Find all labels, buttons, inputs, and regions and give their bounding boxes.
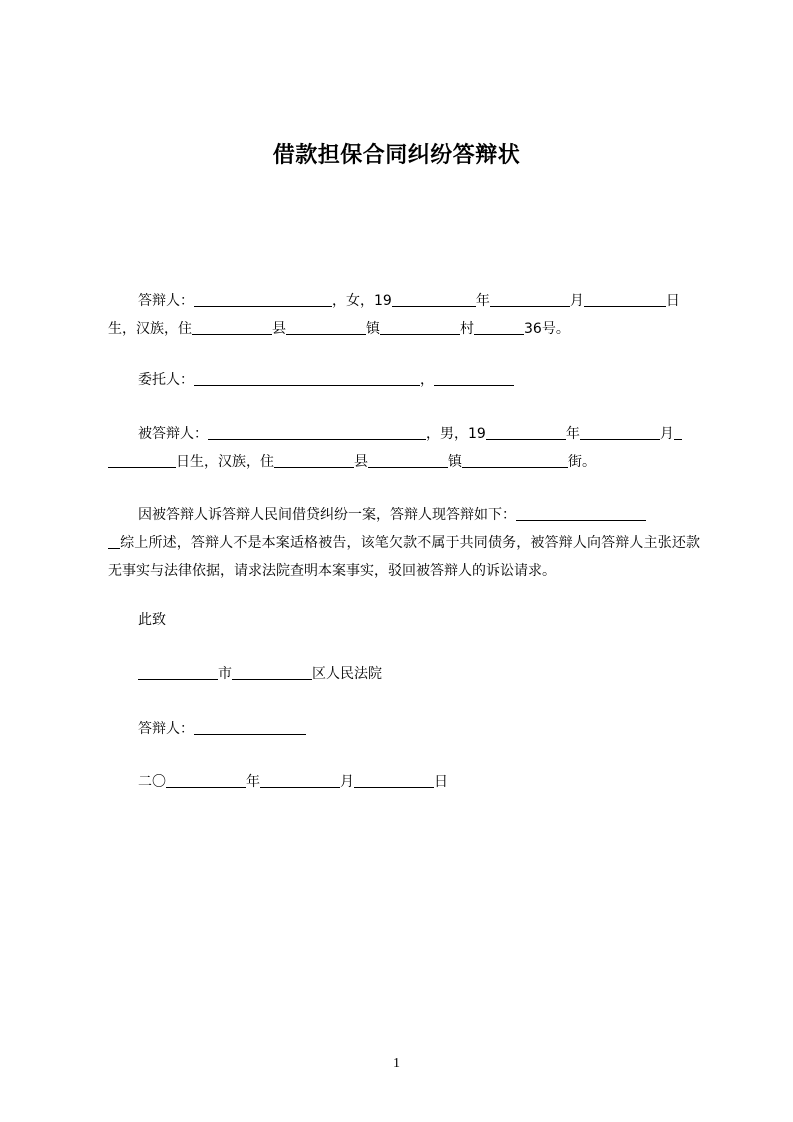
date-paragraph — [108, 768, 730, 796]
respondent-village-label: 村 — [460, 321, 474, 337]
court-name-label: 区人民法院 — [312, 666, 382, 682]
date-month-label: 月 — [340, 774, 354, 790]
agent-paragraph — [108, 366, 730, 394]
appellee-birth-day-blank-start — [674, 422, 682, 440]
respondent-line-2 — [108, 315, 700, 343]
agent-comma: ， — [420, 372, 434, 388]
appellee-birth-month-blank — [580, 422, 660, 440]
court-paragraph — [108, 660, 730, 688]
appellee-birth-year-blank — [486, 422, 566, 440]
respondent-county-label: 县 — [272, 321, 286, 337]
respondent-county-blank — [192, 317, 272, 335]
date-month-blank — [260, 770, 340, 788]
respondent-house-number: 36号。 — [524, 321, 570, 337]
respondent-town-blank — [286, 317, 366, 335]
appellee-street-blank — [462, 450, 568, 468]
appellee-birth-day-blank — [108, 450, 176, 468]
respondent-house-blank — [474, 317, 524, 335]
appellee-name-blank — [208, 422, 426, 440]
date-prefix: 二〇 — [138, 774, 166, 790]
respondent-village-blank — [380, 317, 460, 335]
closing-paragraph — [108, 606, 730, 634]
agent-label: 委托人： — [138, 372, 194, 388]
appellee-month-label: 月 — [659, 426, 674, 442]
signature-label: 答辩人： — [138, 721, 194, 737]
respondent-residence-text: 生，汉族，住 — [108, 321, 192, 337]
date-day-label: 日 — [434, 774, 448, 790]
appellee-gender-text: ，男，19 — [426, 426, 486, 442]
agent-name-blank — [194, 368, 420, 386]
respondent-day-label: 日 — [665, 293, 680, 309]
appellee-year-label: 年 — [565, 426, 580, 442]
appellee-county-label: 县 — [354, 454, 368, 470]
respondent-label: 答辩人： — [138, 293, 194, 309]
statement-line-1 — [108, 501, 730, 529]
respondent-birth-month-blank — [490, 289, 570, 307]
respondent-town-label: 镇 — [366, 321, 380, 337]
statement-intro: 因被答辩人诉答辩人民间借贷纠纷一案，答辩人现答辩如下： — [138, 507, 516, 523]
respondent-line-1 — [138, 287, 730, 315]
respondent-name-blank — [194, 289, 332, 307]
appellee-town-blank — [368, 450, 448, 468]
date-year-label: 年 — [246, 774, 260, 790]
document-title: 借款担保合同纠纷答辩状 — [272, 143, 521, 168]
appellee-paragraph — [108, 420, 730, 448]
appellee-label: 被答辩人： — [138, 426, 208, 442]
court-city-label: 市 — [218, 666, 232, 682]
appellee-county-blank — [274, 450, 354, 468]
statement-conclusion: 综上所述，答辩人不是本案适格被告，该笔欠款不属于共同债务，被答辩人向答辩人主张还款无事实与法律依据，请求法院查明本案事实，驳回被答辩人的诉讼请求。 — [108, 535, 700, 579]
statement-defense-blank — [516, 503, 646, 521]
date-year-blank — [166, 770, 246, 788]
appellee-residence-text: 日生，汉族，住 — [176, 454, 274, 470]
statement-body — [108, 529, 700, 585]
agent-detail-blank — [434, 368, 514, 386]
respondent-gender-text: ，女，19 — [332, 293, 392, 309]
appellee-town-label: 镇 — [448, 454, 462, 470]
respondent-year-label: 年 — [475, 293, 490, 309]
appellee-line-2 — [108, 448, 700, 476]
respondent-month-label: 月 — [569, 293, 584, 309]
closing-text: 此致 — [138, 612, 166, 628]
date-day-blank — [354, 770, 434, 788]
signature-blank — [194, 717, 306, 735]
page-number: 1 — [393, 1056, 400, 1071]
respondent-birth-year-blank — [392, 289, 476, 307]
respondent-birth-day-blank — [584, 289, 666, 307]
signature-paragraph — [108, 715, 730, 743]
appellee-street-label: 街。 — [568, 454, 596, 470]
statement-defense-blank-end — [108, 531, 120, 549]
court-district-blank — [232, 662, 312, 680]
respondent-paragraph — [108, 287, 730, 315]
court-city-blank — [138, 662, 218, 680]
